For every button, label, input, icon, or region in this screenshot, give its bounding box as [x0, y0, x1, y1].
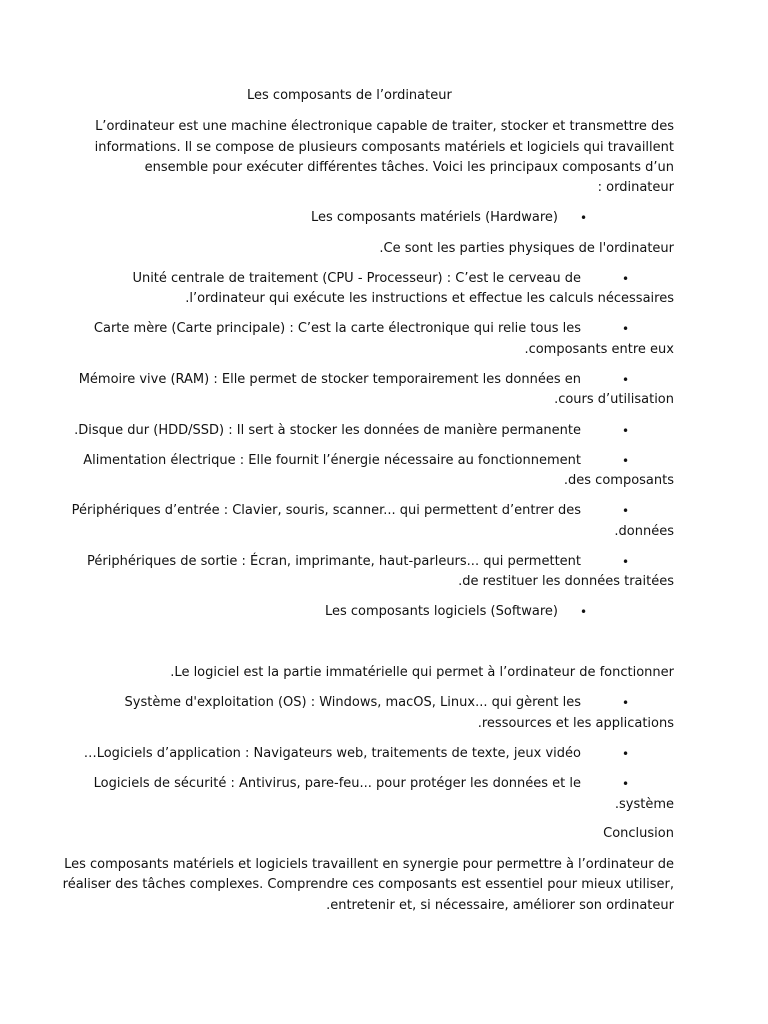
list-item-output-cont: .de restituer les données traitées — [458, 574, 674, 589]
list-item-power: Alimentation électrique : Elle fournit l’énergie nécessaire au fonctionnement — [83, 453, 581, 468]
list-item-output: Périphériques de sortie : Écran, imprimante, haut-parleurs... qui permettent — [87, 554, 581, 569]
list-item-input-cont: .données — [614, 524, 674, 539]
list-item-motherboard-cont: .composants entre eux — [524, 342, 674, 357]
intro-line: ensemble pour exécuter différentes tâches. Voici les principaux composants d’un — [144, 160, 674, 175]
bullet: • — [580, 211, 588, 225]
conclusion-heading: Conclusion — [603, 826, 674, 841]
list-item-ram-cont: .cours d’utilisation — [554, 392, 674, 407]
list-item-cpu: Unité centrale de traitement (CPU - Processeur) : C’est le cerveau de — [132, 271, 581, 286]
list-item-power-cont: .des composants — [563, 473, 674, 488]
bullet: • — [580, 605, 588, 619]
bullet: • — [622, 504, 630, 518]
hardware-description: .Ce sont les parties physiques de l'ordinateur — [379, 241, 674, 256]
list-item-security-cont: .système — [614, 797, 674, 812]
hardware-heading: Les composants matériels (Hardware) — [311, 210, 558, 225]
list-item-input: Périphériques d’entrée : Clavier, souris, scanner... qui permettent d’entrer des — [71, 503, 581, 518]
list-item-ram: Mémoire vive (RAM) : Elle permet de stocker temporairement les données en — [78, 372, 581, 387]
conclusion-line: .entretenir et, si nécessaire, améliorer son ordinateur — [326, 898, 674, 913]
software-heading: Les composants logiciels (Software) — [324, 604, 558, 619]
bullet: • — [622, 272, 630, 286]
bullet: • — [622, 696, 630, 710]
conclusion-line: Les composants matériels et logiciels travaillent en synergie pour permettre à l’ordinateur de — [64, 857, 674, 872]
bullet: • — [622, 777, 630, 791]
list-item-os-cont: .ressources et les applications — [477, 716, 674, 731]
page-title: Les composants de l’ordinateur — [247, 88, 452, 103]
intro-line: : ordinateur — [597, 180, 674, 195]
list-item-security: Logiciels de sécurité : Antivirus, pare-feu... pour protéger les données et le — [93, 776, 581, 791]
software-description: .Le logiciel est la partie immatérielle qui permet à l’ordinateur de fonctionner — [170, 665, 674, 680]
list-item-disk: .Disque dur (HDD/SSD) : Il sert à stocker les données de manière permanente — [74, 423, 581, 438]
bullet: • — [622, 555, 630, 569]
bullet: • — [622, 373, 630, 387]
list-item-motherboard: Carte mère (Carte principale) : C’est la carte électronique qui relie tous les — [93, 321, 581, 336]
list-item-cpu-cont: .l’ordinateur qui exécute les instructions et effectue les calculs nécessaires — [185, 291, 674, 306]
list-item-apps: …Logiciels d’application : Navigateurs web, traitements de texte, jeux vidéo — [83, 746, 581, 761]
intro-line: L’ordinateur est une machine électronique capable de traiter, stocker et transmettre des — [95, 119, 674, 134]
bullet: • — [622, 454, 630, 468]
list-item-os: Système d'exploitation (OS) : Windows, macOS, Linux... qui gèrent les — [124, 695, 581, 710]
bullet: • — [622, 322, 630, 336]
bullet: • — [622, 747, 630, 761]
bullet: • — [622, 424, 630, 438]
intro-line: informations. Il se compose de plusieurs composants matériels et logiciels qui travaillent — [94, 140, 674, 155]
conclusion-line: réaliser des tâches complexes. Comprendre ces composants est essentiel pour mieux utiliser, — [62, 877, 674, 892]
